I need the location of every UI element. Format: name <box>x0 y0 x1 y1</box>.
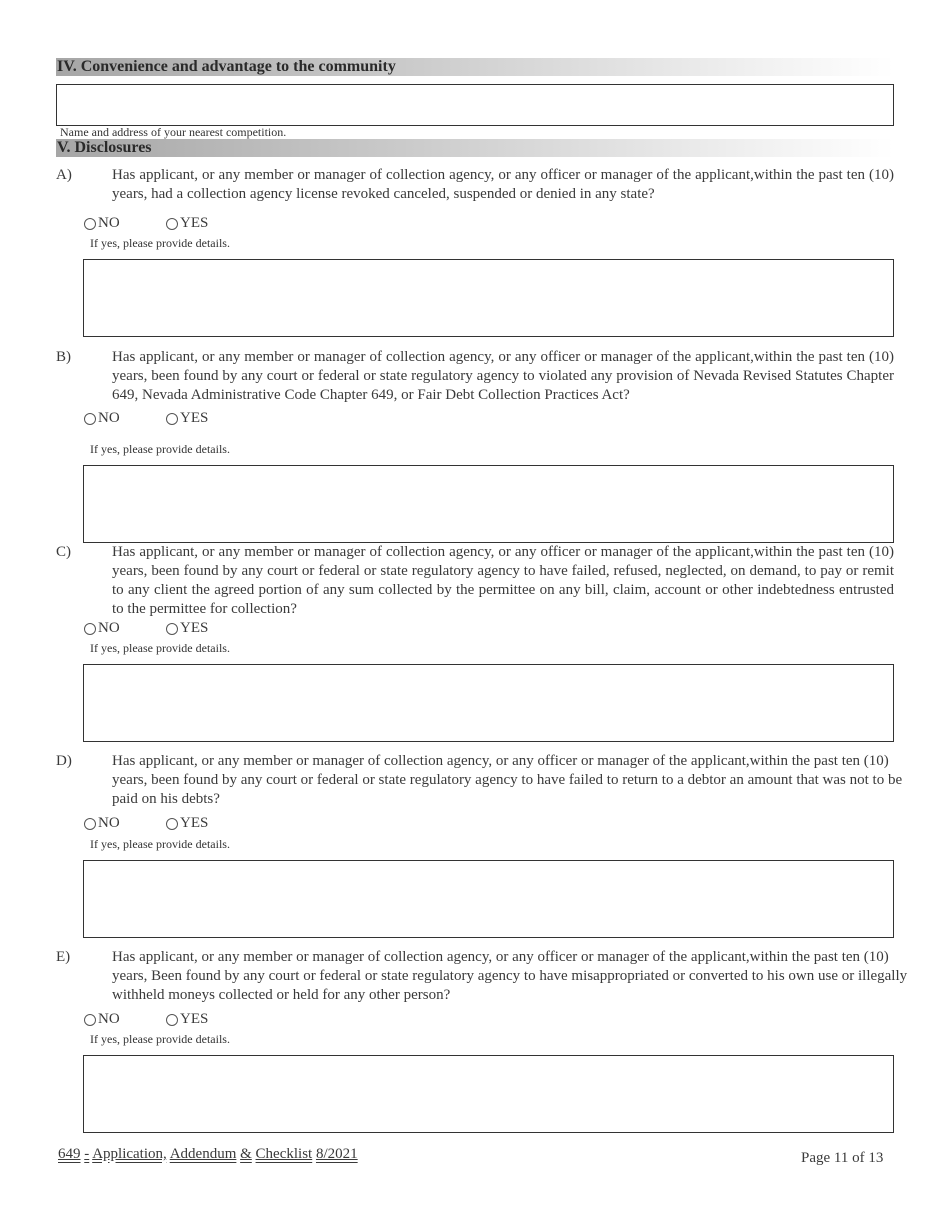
question-e-yes-radio[interactable] <box>166 1011 208 1028</box>
question-b-yes-label: YES <box>180 410 209 426</box>
question-e-details-input[interactable] <box>83 1055 894 1133</box>
radio-circle-icon[interactable] <box>84 218 96 230</box>
question-c-details-input[interactable] <box>83 664 894 742</box>
question-b-details-label: If yes, please provide details. <box>90 442 230 456</box>
question-a-text: Has applicant, or any member or manager of collection agency, or any officer or manager of the applicant,within the past ten (10) years, had a collection agency license revoked canceled, suspended or denied in any state? <box>112 167 894 202</box>
competition-input[interactable] <box>56 84 894 126</box>
footer-ampersand: & <box>240 1146 252 1162</box>
competition-label: Name and address of your nearest competition. <box>60 125 287 139</box>
question-d-no-label: NO <box>98 815 120 831</box>
question-a <box>56 166 894 204</box>
question-a-yes-radio[interactable] <box>166 215 208 232</box>
question-b-no-radio[interactable] <box>84 410 120 427</box>
radio-circle-icon[interactable] <box>166 218 178 230</box>
question-e-no-label: NO <box>98 1011 120 1027</box>
question-c-letter: C) <box>56 544 71 560</box>
question-a-no-radio[interactable] <box>84 215 120 232</box>
question-b-no-label: NO <box>98 410 120 426</box>
question-a-details-label: If yes, please provide details. <box>90 236 230 250</box>
question-d-details-label: If yes, please provide details. <box>90 837 230 851</box>
radio-circle-icon[interactable] <box>166 413 178 425</box>
radio-circle-icon[interactable] <box>84 623 96 635</box>
page-number: Page 11 of 13 <box>801 1150 884 1166</box>
question-b-details-input[interactable] <box>83 465 894 543</box>
radio-circle-icon[interactable] <box>84 1014 96 1026</box>
question-d-letter: D) <box>56 753 72 769</box>
question-b-letter: B) <box>56 349 71 365</box>
question-a-yes-label: YES <box>180 215 209 231</box>
footer-dash: - <box>84 1146 90 1162</box>
section-iv-header: IV. Convenience and advantage to the community <box>56 58 894 76</box>
question-d-details-input[interactable] <box>83 860 894 938</box>
question-c-details-label: If yes, please provide details. <box>90 641 230 655</box>
question-a-no-label: NO <box>98 215 120 231</box>
radio-circle-icon[interactable] <box>84 818 96 830</box>
footer-form-number: 649 <box>58 1146 81 1162</box>
question-a-details-input[interactable] <box>83 259 894 337</box>
footer-form-title <box>58 1146 358 1163</box>
footer-word-application: Application, <box>92 1146 167 1162</box>
radio-circle-icon[interactable] <box>166 818 178 830</box>
radio-circle-icon[interactable] <box>166 1014 178 1026</box>
question-c-no-label: NO <box>98 620 120 636</box>
question-c-no-radio[interactable] <box>84 620 120 637</box>
question-e <box>56 948 922 1005</box>
question-c-yes-label: YES <box>180 620 209 636</box>
question-e-no-radio[interactable] <box>84 1011 120 1028</box>
question-d <box>56 752 922 809</box>
question-e-letter: E) <box>56 949 71 965</box>
question-d-yes-label: YES <box>180 815 209 831</box>
question-b-yes-radio[interactable] <box>166 410 208 427</box>
question-e-text: Has applicant, or any member or manager of collection agency, or any officer or manager of the applicant,within the past ten (10) years, Been found by any court or federal or state regulatory agency to have misappropriated or converted to his own use or illegally withheld moneys collected or held for any other person? <box>112 949 908 1003</box>
question-c <box>56 543 894 619</box>
section-v-header: V. Disclosures <box>56 139 894 157</box>
question-d-text: Has applicant, or any member or manager of collection agency, or any officer or manager of the applicant,within the past ten (10) years, been found by any court or federal or state regulatory agency to have failed to return to a debtor an amount that was not to be paid on his debts? <box>112 753 903 807</box>
radio-circle-icon[interactable] <box>84 413 96 425</box>
question-b-text: Has applicant, or any member or manager of collection agency, or any officer or manager of the applicant,within the past ten (10) years, been found by any court or federal or state regulatory agency to violated any provision of Nevada Revised Statutes Chapter 649, Nevada Administrative Code Chapter 649, or Fair Debt Collection Practices Act? <box>112 349 894 403</box>
footer-date: 8/2021 <box>315 1146 358 1162</box>
question-a-letter: A) <box>56 167 72 183</box>
question-d-yes-radio[interactable] <box>166 815 208 832</box>
question-c-yes-radio[interactable] <box>166 620 208 637</box>
footer-word-checklist: Checklist <box>255 1146 313 1162</box>
question-b <box>56 348 894 405</box>
question-e-yes-label: YES <box>180 1011 209 1027</box>
question-d-no-radio[interactable] <box>84 815 120 832</box>
question-c-text: Has applicant, or any member or manager of collection agency, or any officer or manager of the applicant,within the past ten (10) years, been found by any court or federal or state regulatory agency to have failed, refused, neglected, on demand, to pay or remit to any client the agreed portion of any sum collected by the permittee on any bill, claim, account or other indebtedness entrusted to the permittee for collection? <box>112 544 894 617</box>
question-e-details-label: If yes, please provide details. <box>90 1032 230 1046</box>
footer-word-addendum: Addendum <box>169 1146 237 1162</box>
radio-circle-icon[interactable] <box>166 623 178 635</box>
